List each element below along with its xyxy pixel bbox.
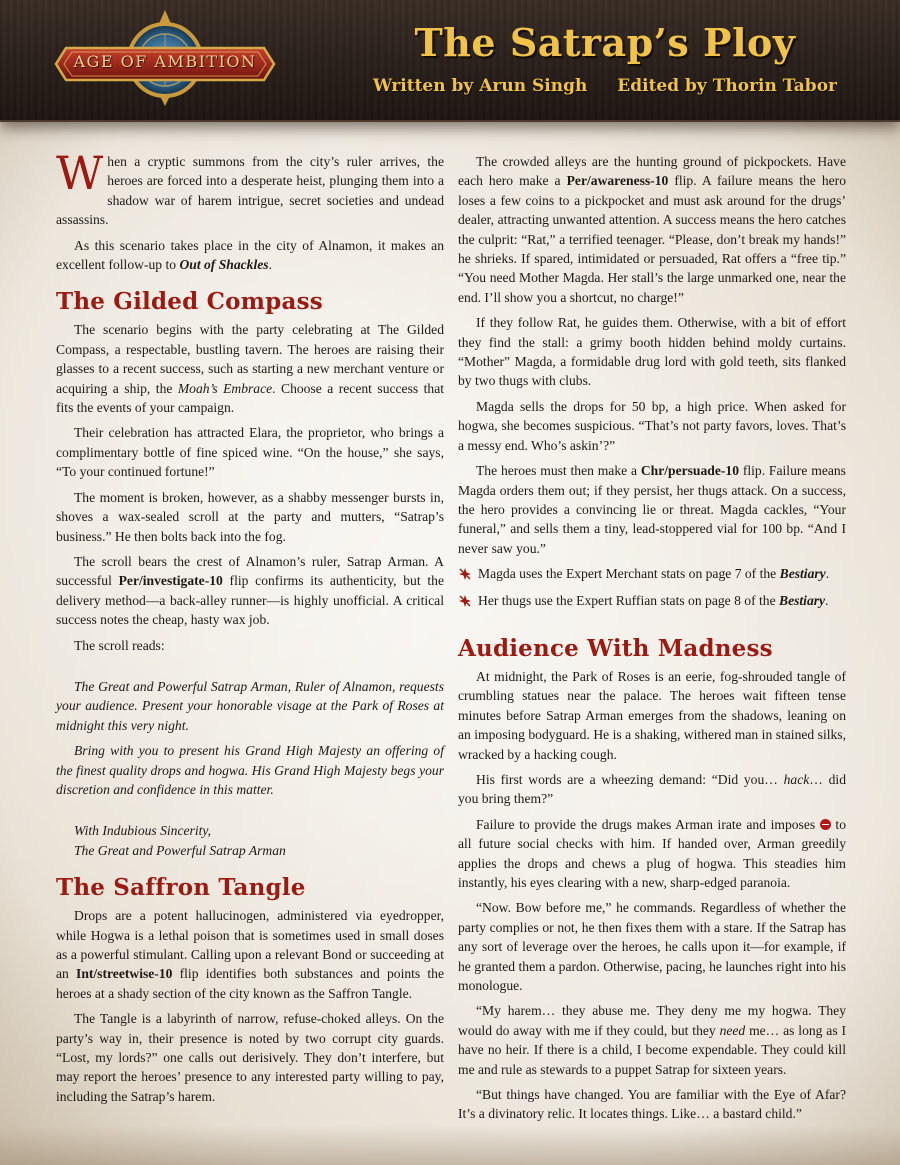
left-column	[56, 146, 445, 1112]
paragraph: “But things have changed. You are familiar with the Eye of Afar? It’s a divinatory relic. It locates things. Like… a bastard child.”	[458, 1087, 846, 1122]
quote-paragraph: Bring with you to present his Grand High Majesty an offering of the finest quality drops and hogwa. His Grand High Majesty begs your discretion and confidence in this matter.	[56, 743, 444, 797]
signature-name: The Great and Powerful Satrap Arman	[74, 842, 286, 858]
paragraph: Failure to provide the drugs makes Arman irate and imposes to all future social checks with him. If handed over, Arman greedily applies the drops and chews a plug of hogwa. This steadies him instantly, his eyes clearing with a new, sharp-edged paranoia.	[458, 816, 846, 890]
book-reference: Out of Shackles	[179, 257, 269, 273]
paragraph: Their celebration has attracted Elara, the proprietor, who brings a complimentary bottle of fine spiced wine. “On the house,” she says, “To your continued fortune!”	[56, 425, 444, 480]
paragraph: Magda sells the drops for 50 bp, a high price. When asked for hogwa, she becomes suspicious. “That’s not party favors, loves. That’s a messy end. Who’s askin’?”	[458, 398, 846, 453]
list-item: Her thugs use the Expert Ruffian stats on page 8 of the Bestiary.	[458, 591, 846, 613]
bullet-icon	[458, 594, 478, 613]
intro-followup-paragraph: As this scenario takes place in the city of Alnamon, it makes an excellent follow-up to Out of Shackles.	[56, 237, 444, 273]
paragraph: The crowded alleys are the hunting ground of pickpockets. Have each hero make a Per/awareness-10 flip. A failure means the hero loses a few coins to a pickpocket and must ask around for the drugs’ dealer, attracting unwanted attention. A success means the hero catches the culprit: “Rat,” a terrified teenager. “Please, don’t break my hands!” he shrieks. If spared, intimidated or persuaded, Rat offers a “free tip.” “You need Mother Magda. Her stall’s the large unmarked one, near the end. I’ll show you a shortcut, no charge!”	[458, 154, 846, 305]
signature-line: With Indubious Sincerity,	[74, 823, 212, 839]
right-column	[458, 152, 846, 1130]
emphasis: hack	[783, 771, 810, 787]
header-banner	[0, 0, 900, 122]
intro-paragraph: When a cryptic summons from the city’s ruler arrives, the heroes are forced into a desperate heist, plunging them into a shadow war of harem intrigue, secret societies and undead assassins.	[56, 146, 444, 228]
editor-credit: Edited by Thorin Tabor	[617, 76, 837, 96]
author-credit: Written by Arun Singh	[372, 76, 588, 96]
page-title: The Satrap’s Ploy	[414, 20, 796, 65]
skill-check: Per/awareness-10	[566, 173, 669, 189]
scroll-quote	[56, 661, 444, 860]
age-of-ambition-logo	[50, 8, 280, 112]
list-item: Magda uses the Expert Merchant stats on page 7 of the Bestiary.	[458, 564, 846, 586]
drop-cap: W	[56, 146, 104, 200]
paragraph: The scroll reads:	[74, 637, 165, 653]
logo-text: AGE OF AMBITION	[73, 52, 257, 71]
paragraph: The moment is broken, however, as a shabby messenger bursts in, shoves a wax-sealed scroll at the party and mutters, “Satrap’s business.” He then bolts back into the fog.	[56, 489, 444, 544]
paragraph: “Now. Bow before me,” he commands. Regardless of whether the party complies or not, he then fixes them with a stare. If the Satrap has any sort of leverage over the heroes, he calls upon it—for example, if he granted them a pardon. Otherwise, pacing, he launches right into his monologue.	[458, 900, 846, 994]
section-heading-audience-with-madness: Audience With Madness	[458, 634, 773, 662]
skill-check: Chr/persuade-10	[640, 463, 740, 479]
paragraph: The scenario begins with the party celebrating at The Gilded Compass, a respectable, bustling tavern. The heroes are raising their glasses to a recent success, such as starting a new merchant venture or acquiring a ship, the Moah’s Embrace. Choose a recent success that fits the events of your campaign.	[56, 322, 445, 416]
quote-paragraph: The Great and Powerful Satrap Arman, Ruler of Alnamon, requests your audience. Present your honorable visage at the Park of Roses at midnight this very night.	[56, 678, 444, 733]
paragraph: Drops are a potent hallucinogen, administered via eyedropper, while Hogwa is a lethal poison that is sometimes used in small doses as a powerful stimulant. Calling upon a relevant Bond or succeeding at an Int/streetwise-10 flip identifies both substances and points the heroes at a shady section of the city known as the Saffron Tangle.	[56, 908, 445, 1001]
skill-check: Int/streetwise-10	[76, 966, 173, 982]
byline	[330, 76, 880, 96]
paragraph: His first words are a wheezing demand: “Did you… hack… did you bring them?”	[458, 771, 846, 807]
setback-minus-icon	[820, 819, 831, 830]
emphasis: need	[719, 1022, 746, 1038]
paragraph: At midnight, the Park of Roses is an eerie, fog-shrouded tangle of crumbling statues near the palace. The heroes wait fifteen tense minutes before Satrap Arman emerges from the shadows, leaning on an imposing bodyguard. He is a shaking, withered man in stained silks, wracked by a hacking cough.	[458, 668, 846, 762]
ship-name: Moah’s Embrace	[177, 380, 273, 396]
skill-check: Per/investigate-10	[118, 573, 223, 589]
section-heading-gilded-compass: The Gilded Compass	[56, 288, 323, 316]
paragraph: The scroll bears the crest of Alnamon’s ruler, Satrap Arman. A successful Per/investigate-10 flip confirms its authenticity, but the delivery method—a back-alley runner—is highly unofficial. A critical success notes the cheap, hasty wax job.	[56, 553, 444, 628]
paragraph: “My harem… they abuse me. They deny me my hogwa. They would do away with me if they could, but they need me… as long as I have no heir. If there is a child, I become expendable. They could kill me and rule as stewards to a puppet Satrap for sixteen years.	[458, 1003, 846, 1077]
section-heading-saffron-tangle: The Saffron Tangle	[56, 874, 306, 902]
book-reference: Bestiary	[779, 566, 826, 582]
paragraph: The heroes must then make a Chr/persuade-10 flip. Failure means Magda orders them out; if they persist, her thugs attack. On a success, the hero provides a convincing lie or threat. Magda cackles, “Your funeral,” and sells them a tiny, lead-stoppered vial for 100 bp. “And I never saw you.”	[458, 463, 846, 556]
bullet-icon	[458, 567, 478, 586]
paragraph: The Tangle is a labyrinth of narrow, refuse-choked alleys. On the party’s way in, their presence is noted by two corrupt city guards. “Lost, my lords?” one calls out derisively. They don’t interfere, but may report the heroes’ presence to any interested party willing to pay, including the Satrap’s harem.	[56, 1011, 444, 1104]
paragraph: If they follow Rat, he guides them. Otherwise, with a bit of effort they find the stall: a grimy booth hidden behind moldy curtains. “Mother” Magda, a formidable drug lord with gold teeth, sits flanked by two thugs with clubs.	[458, 315, 846, 389]
book-reference: Bestiary	[779, 592, 826, 608]
